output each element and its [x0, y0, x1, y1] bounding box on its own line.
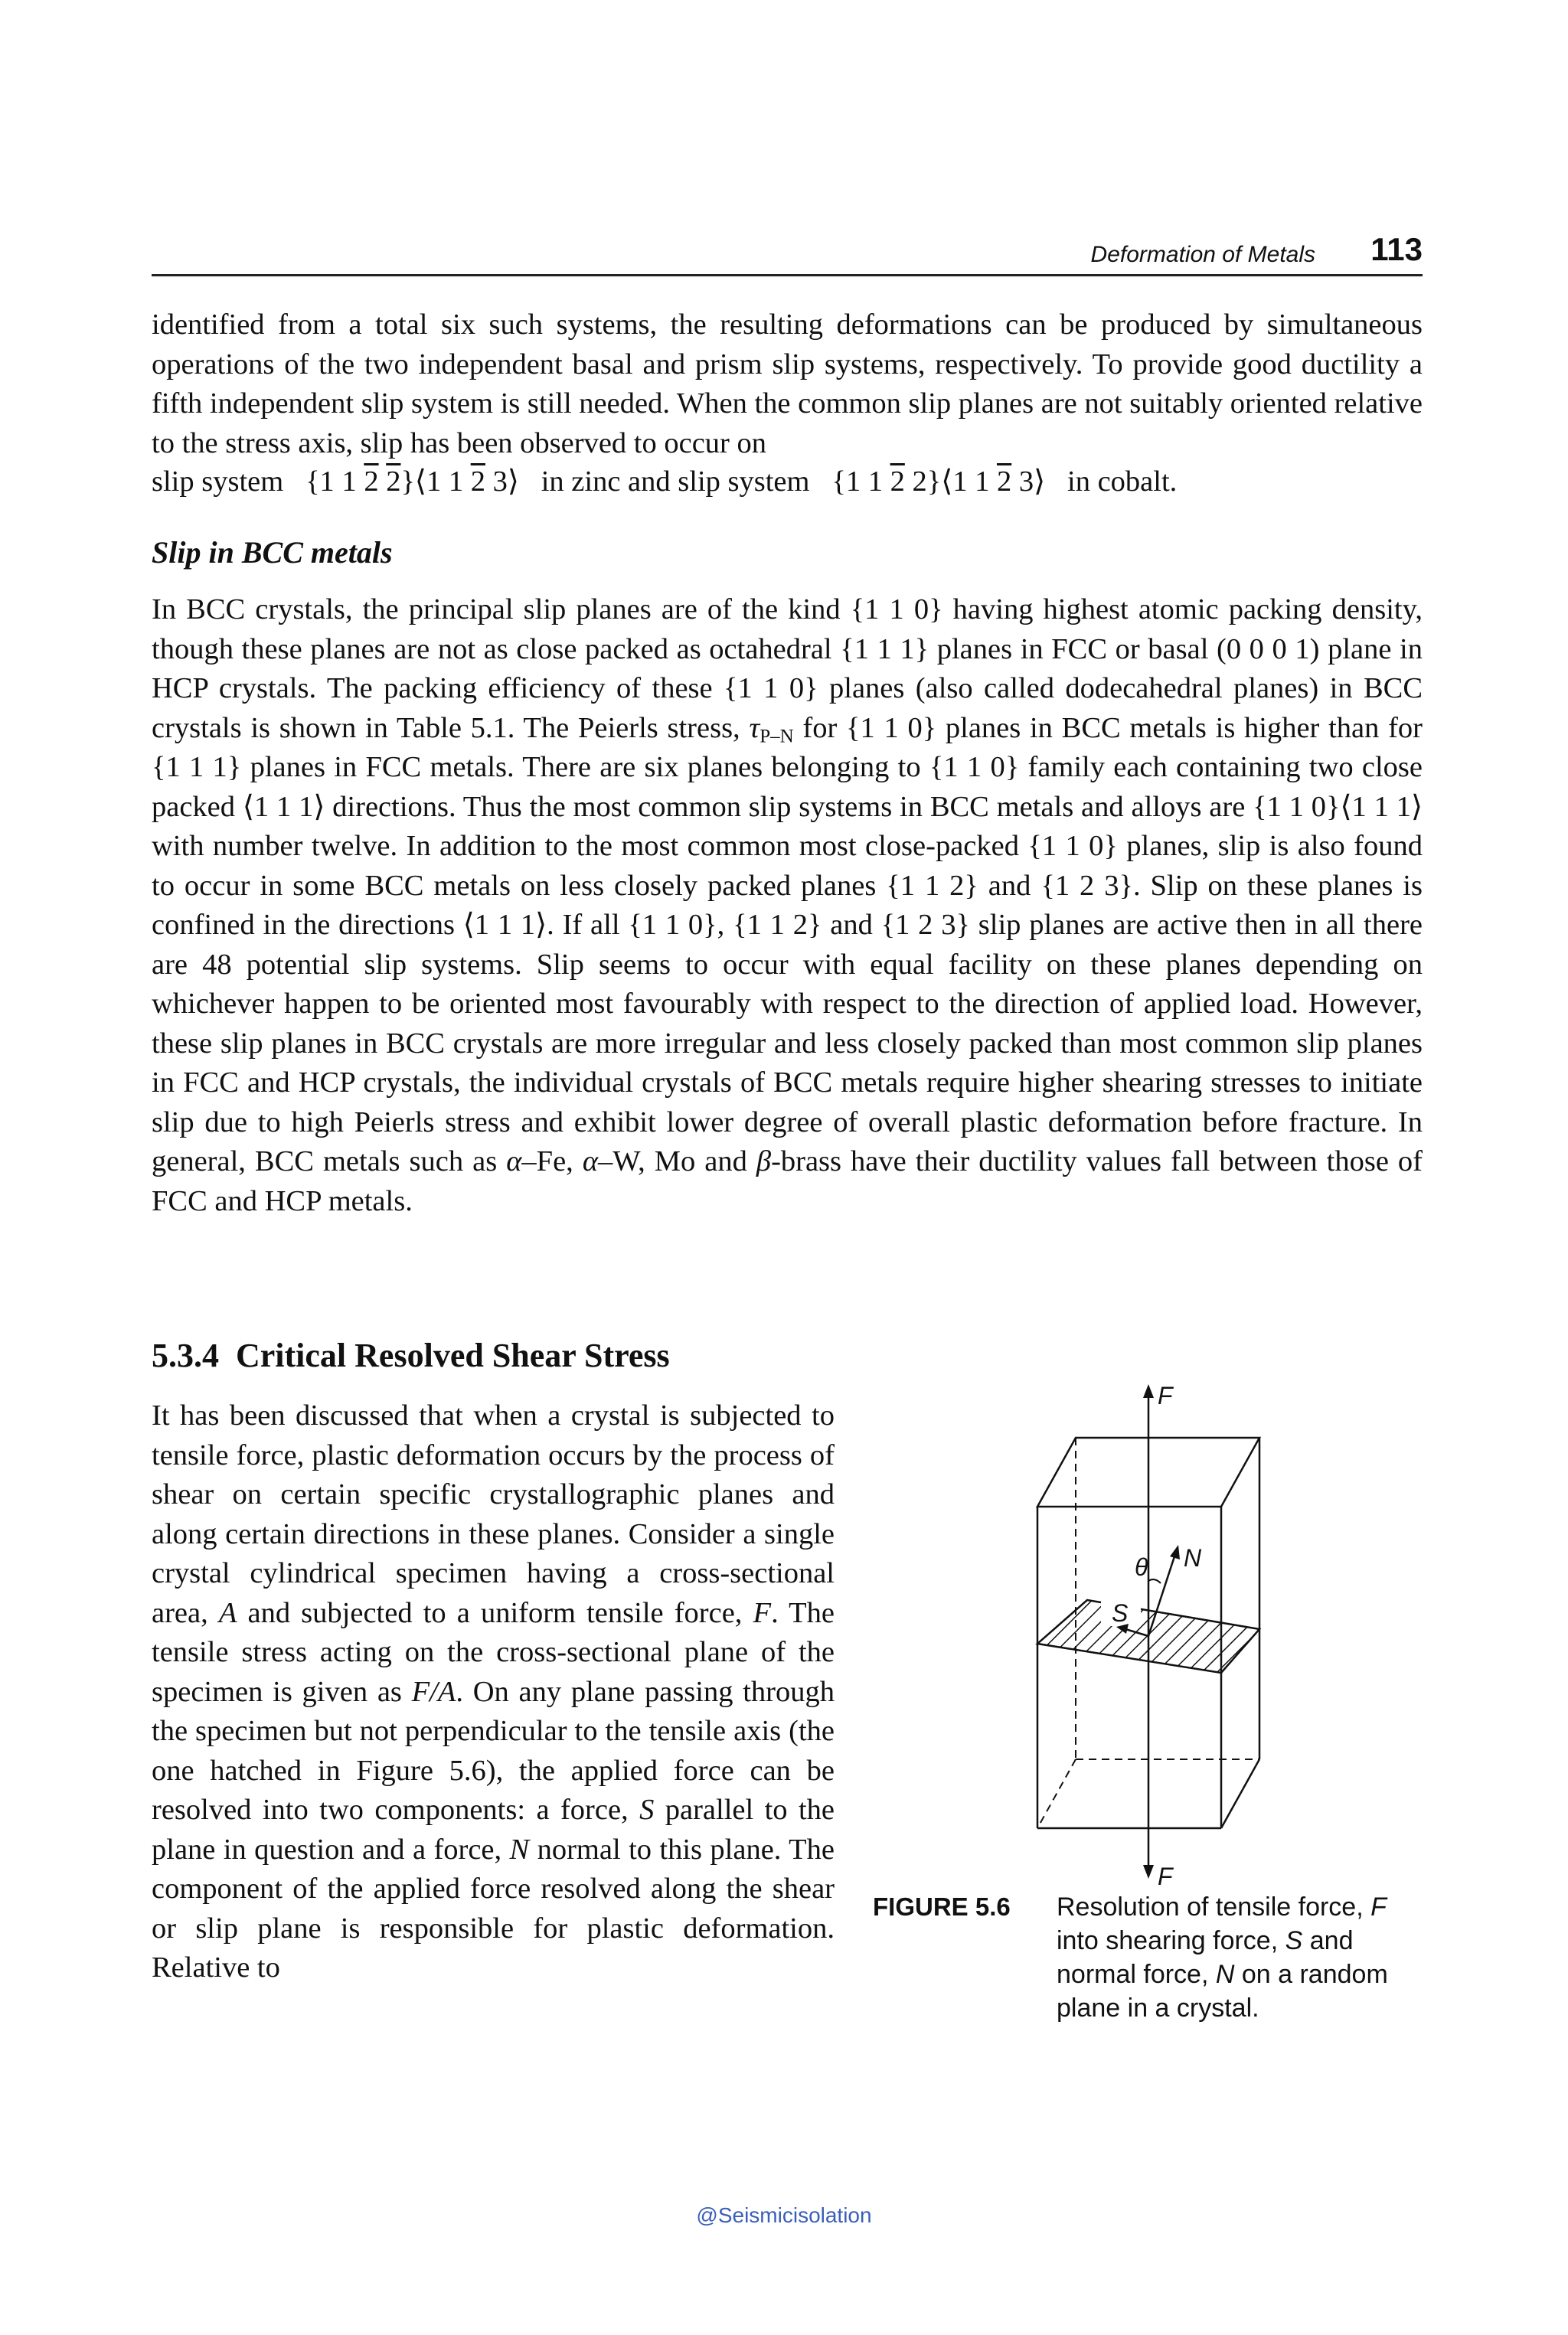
caption-text-2: into shearing force,	[1057, 1926, 1285, 1955]
cobalt-direction-open: ⟨1 1	[941, 465, 997, 498]
zinc-slip-system	[305, 465, 519, 498]
symbol-a: A	[218, 1596, 237, 1629]
zinc-direction-open: ⟨1 1	[414, 465, 471, 498]
alpha-symbol-2: α	[582, 1145, 599, 1177]
page-number: 113	[1370, 231, 1423, 267]
paragraph-bcc-slip	[152, 590, 1423, 1221]
crystal-diagram	[988, 1370, 1325, 1891]
crss-text-1: It has been discussed that when a crystal is subjected to tensile force, plastic deformation occurs by the process of shear on certain specific crystallographic planes and along certain directions in these planes. Consider a single crystal cylindrical specimen having a cross-sectional area,	[152, 1399, 835, 1629]
symbol-n: N	[509, 1833, 530, 1866]
caption-symbol-f: F	[1370, 1892, 1387, 1922]
caption-symbol-s: S	[1285, 1926, 1303, 1955]
zinc-plane-open: {1 1	[305, 465, 364, 498]
symbol-s: S	[639, 1794, 655, 1826]
zinc-plane-mid	[379, 465, 387, 498]
caption-symbol-n: N	[1215, 1960, 1235, 1989]
label-f-top: F	[1158, 1382, 1173, 1409]
crss-text-4: . On any plane passing through the specimen but not perpendicular to the tensile axis (the one hatched in Figure 5.6), the applied force can be resolved into two components: a force,	[152, 1675, 835, 1826]
section-heading	[152, 1336, 670, 1375]
crss-text-5: parallel to the plane in question and a force,	[152, 1794, 835, 1866]
alpha-symbol: α	[506, 1145, 522, 1177]
zinc-direction-bar-index: 2	[470, 465, 485, 498]
symbol-f-over-a: F/A	[411, 1675, 456, 1708]
figure-caption-text	[1057, 1890, 1424, 2025]
running-head	[152, 231, 1423, 276]
tau-subscript: P–N	[760, 725, 794, 746]
crss-text-6: normal to this plane. The component of the applied force resolved along the shear or slip plane is responsible for plastic deformation. Relative to	[152, 1833, 835, 1984]
bcc-text-w-mo: –W, Mo and	[598, 1145, 756, 1177]
beta-symbol: β	[756, 1145, 772, 1177]
figure-5-6-diagram	[988, 1370, 1325, 1891]
label-n: N	[1184, 1544, 1202, 1572]
figure-caption-label: FIGURE 5.6	[873, 1892, 1011, 1921]
paragraph-slip-systems-hcp: identified from a total six such systems, the resulting deformations can be produced by simultaneous operations of the two independent basal and prism slip systems, respectively. To provide good ductility a fifth independent slip system is still needed. When the common slip planes are not suitably oriented relative to the stress axis, slip has been observed to occur on	[152, 309, 1423, 459]
bcc-text-fe: –Fe,	[521, 1145, 583, 1177]
cobalt-plane-close: 2}	[904, 465, 942, 498]
zinc-plane-bar-index: 2	[364, 465, 379, 498]
paragraph-crss	[152, 1396, 835, 1988]
slip-system-lead: slip system	[152, 465, 284, 498]
section-number: 5.3.4	[152, 1337, 219, 1374]
cobalt-slip-system	[831, 465, 1045, 498]
end-text: in cobalt.	[1067, 465, 1178, 498]
symbol-f: F	[753, 1596, 772, 1629]
crss-text-3: . The tensile stress acting on the cross-sectional plane of the specimen is given as	[152, 1596, 835, 1708]
force-arrow-bottom	[1143, 1865, 1154, 1879]
label-theta: θ	[1135, 1553, 1148, 1581]
tau-symbol: τ	[749, 711, 760, 744]
cobalt-direction-bar-index: 2	[996, 465, 1012, 498]
caption-text-3: and normal force,	[1057, 1926, 1354, 1989]
watermark: @Seismicisolation	[696, 2203, 872, 2227]
caption-text-1: Resolution of tensile force,	[1057, 1892, 1371, 1922]
caption-text-4: on a random plane in a crystal.	[1057, 1960, 1388, 2023]
normal-arrowhead	[1170, 1545, 1180, 1559]
cobalt-plane-bar-index: 2	[890, 465, 905, 498]
bcc-text-2: for {1 1 0} planes in BCC metals is higher than for {1 1 1} planes in FCC metals. There are six planes belonging to {1 1 0} family each containing two close packed ⟨1 1 1⟩ directions. Thus the most common slip systems in BCC metals and alloys are {1 1 0}⟨1 1 1⟩ with number twelve. In addition to the most common most close-packed {1 1 0} planes, slip is also found to occur in some BCC metals on less closely packed planes {1 1 2} and {1 2 3}. Slip on these planes is confined in the directions ⟨1 1 1⟩. If all {1 1 0}, {1 1 2} and {1 2 3} slip planes are active then in all there are 48 potential slip systems. Slip seems to occur with equal facility on these planes depending on whichever happen to be oriented most favourably with respect to the direction of applied load. However, these slip planes in BCC crystals are more irregular and less closely packed than most common slip planes in FCC and HCP crystals, the individual crystals of BCC metals require higher shearing stresses to initiate slip due to high Peierls stress and exhibit lower degree of overall plastic deformation before fracture. In general, BCC metals such as	[152, 711, 1423, 1177]
cobalt-direction-close: 3⟩	[1011, 465, 1046, 498]
bcc-text-end: -brass have their ductility values fall between those of FCC and HCP metals.	[152, 1145, 1423, 1217]
zinc-direction-close: 3⟩	[485, 465, 519, 498]
zinc-plane-bar-index-2: 2	[386, 465, 401, 498]
zinc-plane-close: }	[400, 465, 415, 498]
section-title: Critical Resolved Shear Stress	[236, 1337, 670, 1374]
bcc-text-1: In BCC crystals, the principal slip planes are of the kind {1 1 0} having highest atomic packing density, though these planes are not as close packed as octahedral {1 1 1} planes in FCC or basal (0 0 0 1) plane in HCP crystals. The packing efficiency of these {1 1 0} planes (also called dodecahedral planes) in BCC crystals is shown in Table 5.1. The Peierls stress,	[152, 593, 1423, 744]
label-f-bottom: F	[1158, 1863, 1173, 1890]
paragraph-slip-systems-hcp-last-line	[152, 462, 1423, 502]
theta-arc	[1148, 1579, 1161, 1583]
subheading-slip-bcc: Slip in BCC metals	[152, 535, 393, 570]
cobalt-plane-open: {1 1	[831, 465, 890, 498]
running-title: Deformation of Metals	[1090, 242, 1315, 267]
middle-text: in zinc and slip system	[541, 465, 810, 498]
force-arrow-top	[1143, 1384, 1154, 1398]
label-s: S	[1112, 1599, 1129, 1627]
crss-text-2: and subjected to a uniform tensile force,	[237, 1596, 753, 1629]
